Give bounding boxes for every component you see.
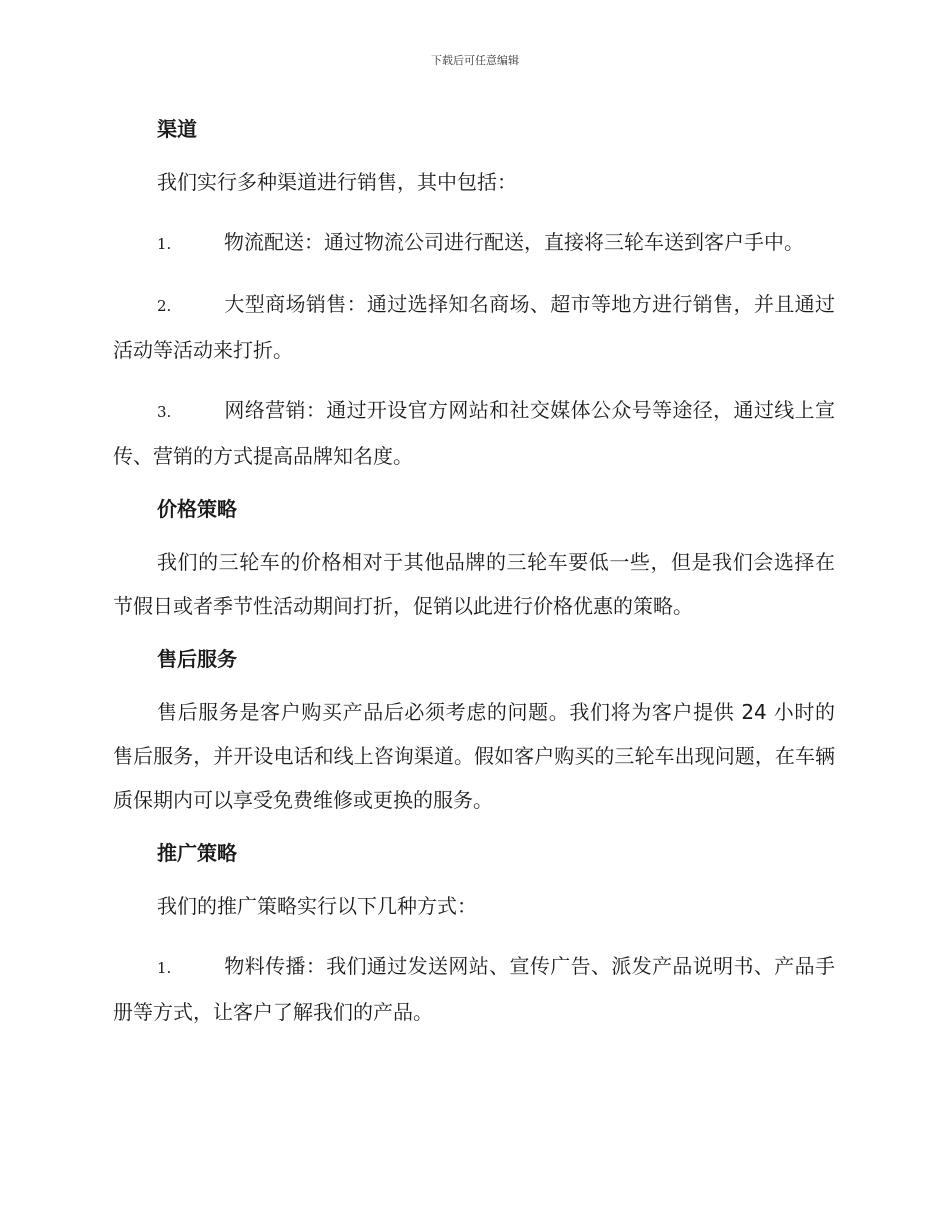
list-number: 2. [157, 297, 172, 315]
channels-item-1 [113, 220, 835, 266]
page-header: 下载后可任意编辑 [431, 54, 519, 67]
list-item-text: 物流配送：通过物流公司进行配送，直接将三轮车送到客户手中。 [224, 230, 804, 254]
list-number: 3. [157, 403, 172, 421]
section-heading-channels: 渠道 [157, 117, 197, 141]
section-heading-pricing: 价格策略 [157, 497, 237, 521]
channels-item-2 [113, 282, 835, 372]
after-sales-text: 售后服务是客户购买产品后必须考虑的问题。我们将为客户提供 24 小时的售后服务，并开设电话和线上咨询渠道。假如客户购买的三轮车出现问题，在车辆质保期内可以享受免费维修或更换的服务。 [113, 700, 835, 812]
document-body [113, 112, 835, 1034]
list-item-text: 物料传播：我们通过发送网站、宣传广告、派发产品说明书、产品手册等方式，让客户了解我们的产品。 [113, 954, 835, 1024]
pricing-text: 我们的三轮车的价格相对于其他品牌的三轮车要低一些，但是我们会选择在节假日或者季节性活动期间打折，促销以此进行价格优惠的策略。 [113, 550, 835, 618]
list-number: 1. [157, 235, 172, 253]
list-item-text: 网络营销：通过开设官方网站和社交媒体公众号等途径，通过线上宣传、营销的方式提高品牌知名度。 [113, 398, 835, 468]
channels-intro: 我们实行多种渠道进行销售，其中包括： [157, 170, 517, 194]
list-number: 1. [157, 959, 172, 977]
promotion-intro: 我们的推广策略实行以下几种方式： [157, 894, 477, 918]
channels-item-3 [113, 388, 835, 478]
promotion-item-1 [113, 944, 835, 1034]
section-heading-after-sales: 售后服务 [157, 647, 237, 671]
list-item-text: 大型商场销售：通过选择知名商场、超市等地方进行销售，并且通过活动等活动来打折。 [113, 292, 835, 362]
section-heading-promotion: 推广策略 [157, 841, 237, 865]
